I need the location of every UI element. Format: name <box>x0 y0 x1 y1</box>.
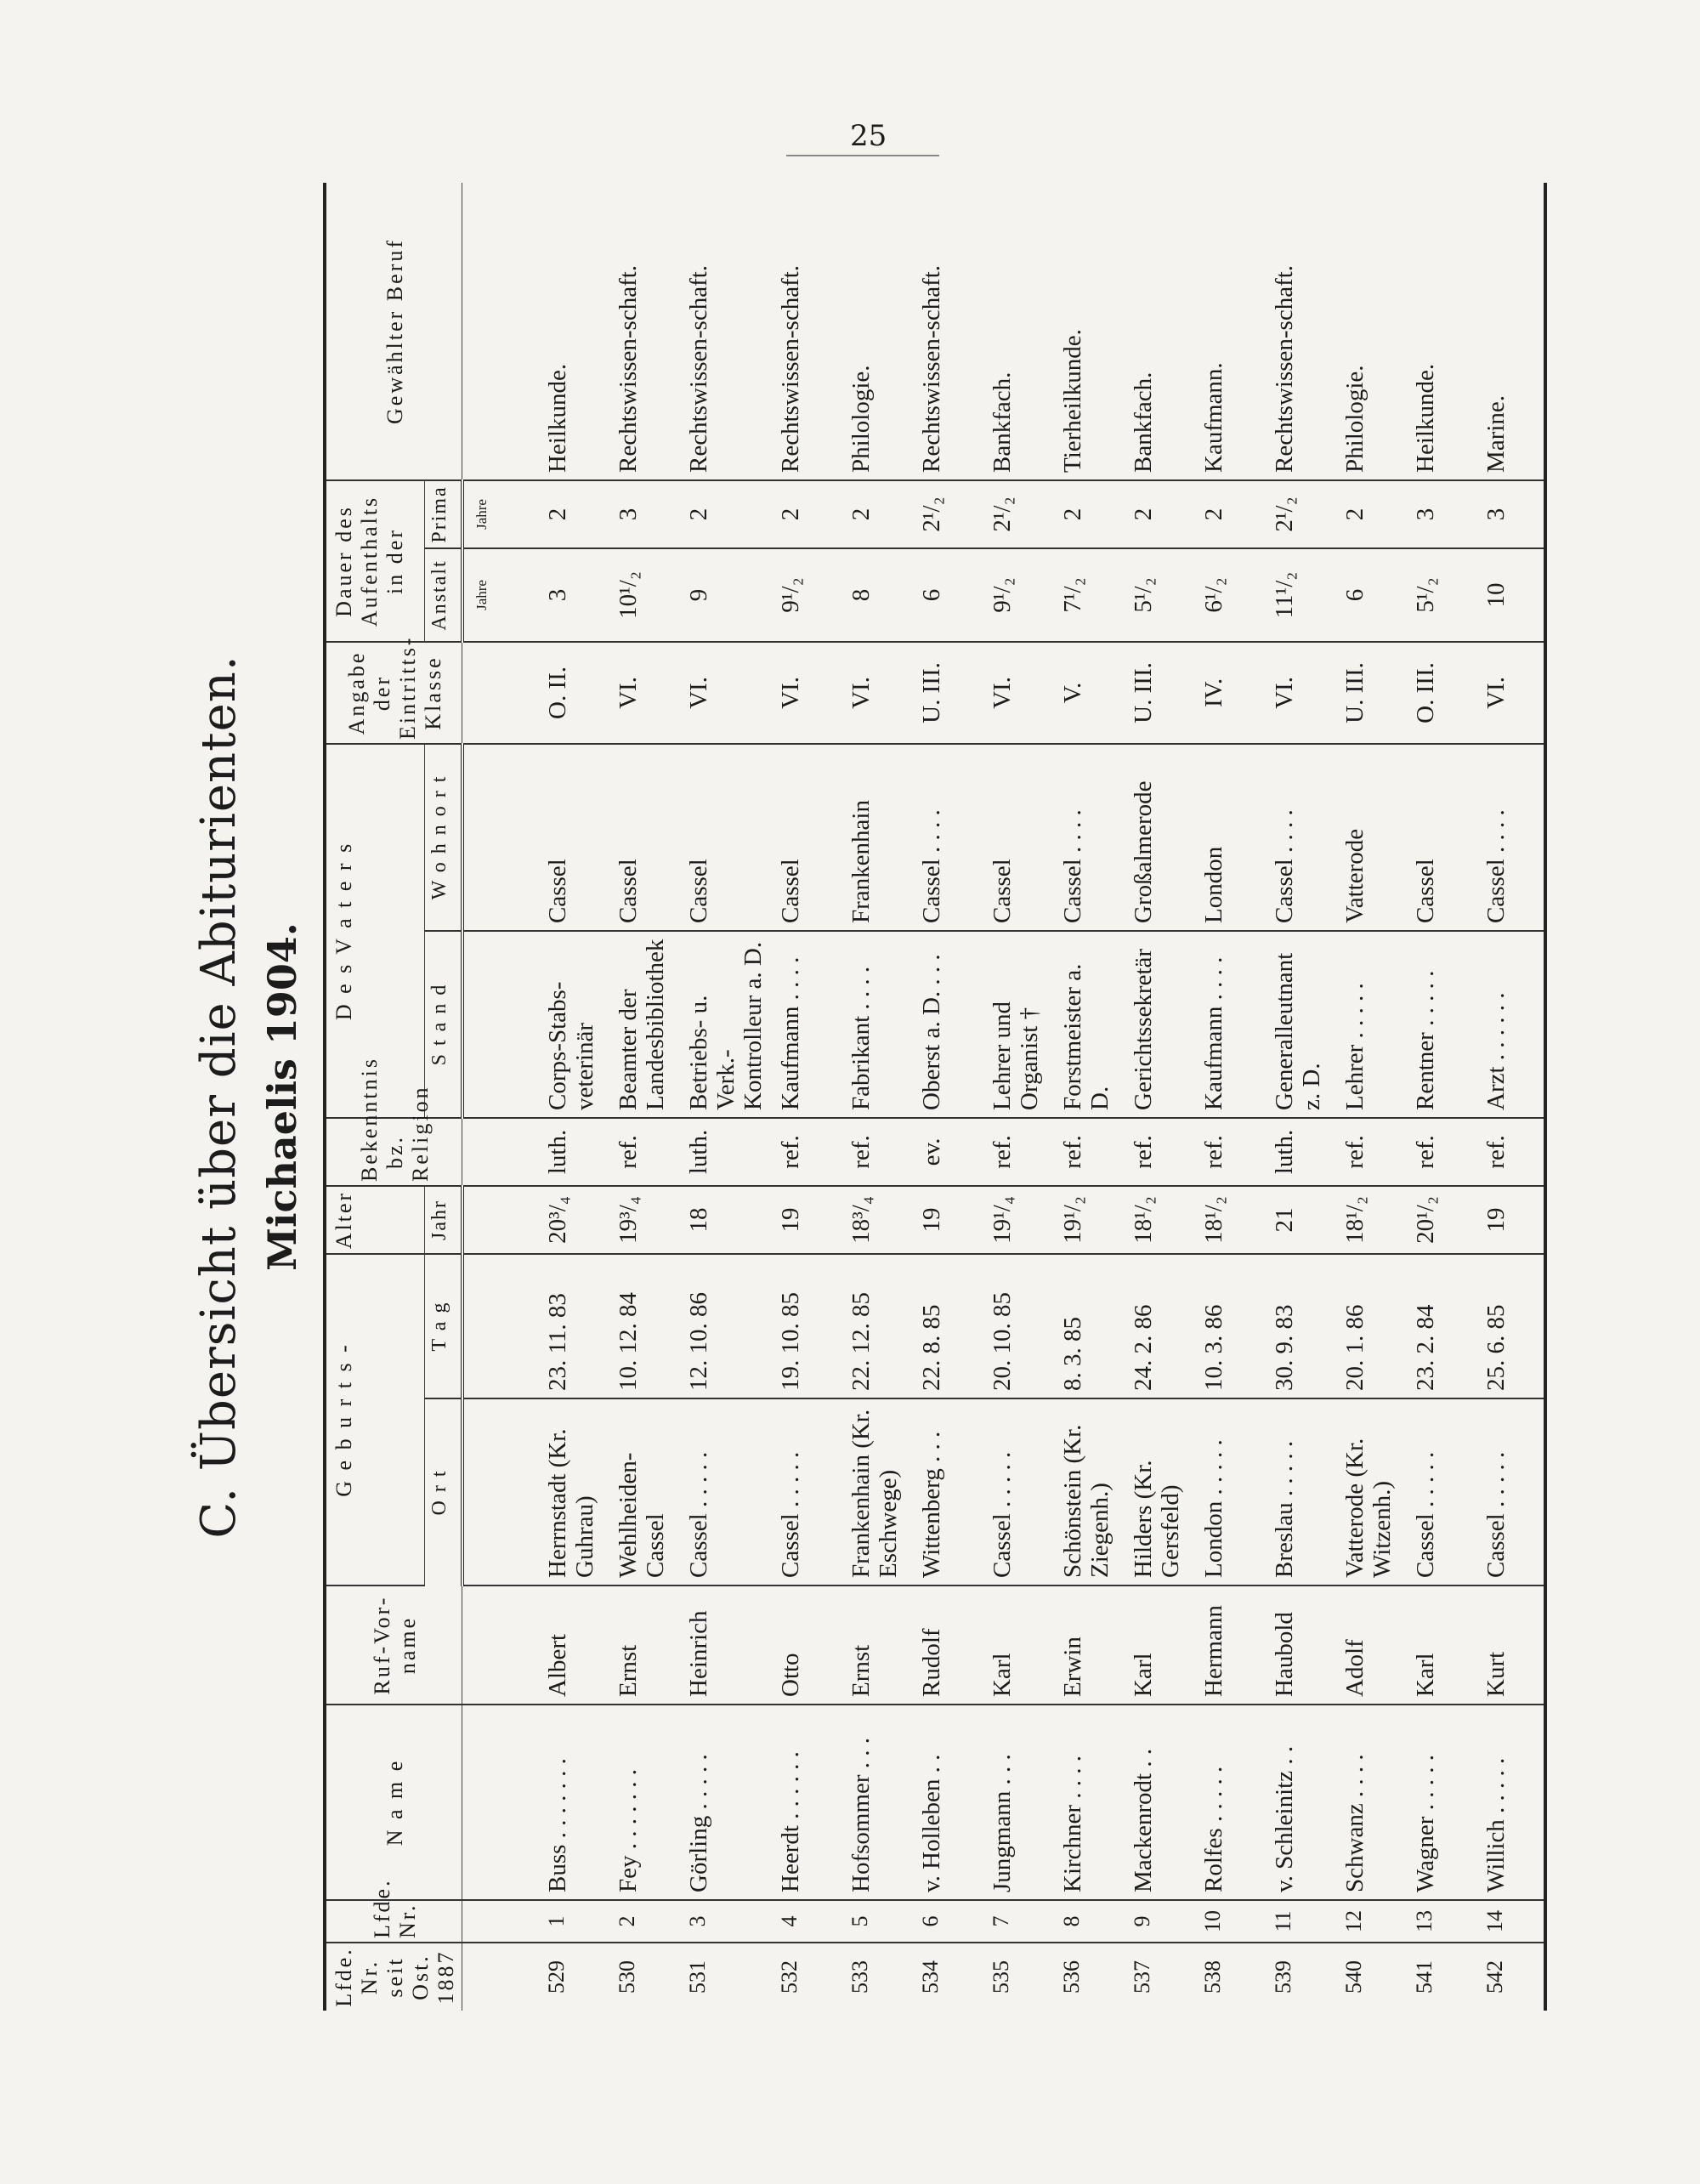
cell-father: Arzt . . . . . . <box>1473 931 1545 1118</box>
cell-nr: 8 <box>1050 1900 1120 1943</box>
cell-prima: 2 <box>535 480 605 548</box>
cell-entry: V. <box>1050 642 1120 744</box>
cell-residence: Cassel . . . . <box>909 744 979 931</box>
cell-entry: U. III. <box>1120 642 1191 744</box>
cell-father: Corps-Stabs-veterinär <box>535 931 605 1118</box>
table-row <box>979 183 1050 2011</box>
cell-anstalt: 10¹/₂ <box>605 548 676 642</box>
cell-residence: Cassel <box>768 744 838 931</box>
cell-serial: 530 <box>614 1960 639 1994</box>
cell-day: 20. 1. 86 <box>1332 1254 1402 1398</box>
cell-career: Bankfach. <box>1120 183 1191 480</box>
cell-conf: ref. <box>1050 1118 1120 1186</box>
cell-age: 19 <box>768 1186 838 1254</box>
cell-prima: 2 <box>676 480 768 548</box>
cell-name: Kirchner . . . . <box>1050 1705 1120 1900</box>
col-age-group: Alter <box>325 1186 425 1254</box>
cell-nr: 2 <box>605 1900 676 1943</box>
table-title: C. Übersicht über die Abiturienten. <box>191 655 246 1539</box>
cell-nr: 6 <box>909 1900 979 1943</box>
cell-anstalt: 6 <box>909 548 979 642</box>
cell-place: Cassel . . . . . <box>768 1398 838 1586</box>
cell-nr: 10 <box>1191 1900 1261 1943</box>
cell-nr: 4 <box>768 1900 838 1943</box>
cell-nr: 14 <box>1473 1900 1545 1943</box>
cell-day: 24. 2. 86 <box>1120 1254 1191 1398</box>
cell-residence: Cassel <box>1402 744 1473 931</box>
cell-conf: ref. <box>1473 1118 1545 1186</box>
table-row <box>1191 183 1261 2011</box>
cell-anstalt: 10 <box>1473 548 1545 642</box>
table-row <box>676 183 768 2011</box>
cell-conf: luth. <box>676 1118 768 1186</box>
cell-residence: Großalmerode <box>1120 744 1191 931</box>
cell-day: 10. 12. 84 <box>605 1254 676 1398</box>
cell-father: Gerichtssekretär <box>1120 931 1191 1118</box>
table-row <box>462 183 535 2011</box>
cell-serial: 529 <box>543 1960 569 1994</box>
col-prima: Prima <box>425 480 462 548</box>
table-row <box>1332 183 1402 2011</box>
cell-name: v. Holleben . . <box>909 1705 979 1900</box>
cell-prima: 3 <box>605 480 676 548</box>
cell-entry: O. II. <box>535 642 605 744</box>
cell-father: Lehrer . . . . . <box>1332 931 1402 1118</box>
cell-residence: Frankenhain <box>838 744 909 931</box>
cell-father: Lehrer und Organist † <box>979 931 1050 1118</box>
cell-conf: ref. <box>1191 1118 1261 1186</box>
table-row <box>909 183 979 2011</box>
cell-name: v. Schleinitz . . <box>1261 1705 1332 1900</box>
cell-entry: VI. <box>676 642 768 744</box>
col-residence: W o h n o r t <box>425 744 462 931</box>
cell-career: Marine. <box>1473 183 1545 480</box>
cell-father: Forstmeister a. D. <box>1050 931 1120 1118</box>
cell-given: Karl <box>1120 1586 1191 1705</box>
cell-age: 19³/₄ <box>605 1186 676 1254</box>
cell-conf: ref. <box>1332 1118 1402 1186</box>
cell-nr: 3 <box>676 1900 768 1943</box>
cell-nr: 13 <box>1402 1900 1473 1943</box>
col-serial: Lfde. Nr. seit Ost. 1887 <box>325 1943 462 2011</box>
cell-age: 18³/₄ <box>838 1186 909 1254</box>
cell-place: Vatterode (Kr. Witzenh.) <box>1332 1398 1402 1586</box>
table-row <box>605 183 676 2011</box>
table-row <box>1050 183 1120 2011</box>
cell-day: 8. 3. 85 <box>1050 1254 1120 1398</box>
cell-day: 20. 10. 85 <box>979 1254 1050 1398</box>
cell-place: Cassel . . . . . <box>1473 1398 1545 1586</box>
cell-serial: 534 <box>917 1960 943 1994</box>
cell-nr: 5 <box>838 1900 909 1943</box>
cell-anstalt: 11¹/₂ <box>1261 548 1332 642</box>
cell-career: Rechtswissen-schaft. <box>909 183 979 480</box>
cell-career: Rechtswissen-schaft. <box>676 183 768 480</box>
cell-prima: 2 <box>1191 480 1261 548</box>
table-row <box>768 183 838 2011</box>
cell-age: 19 <box>909 1186 979 1254</box>
cell-name: Heerdt . . . . . . <box>768 1705 838 1900</box>
cell-place: Hilders (Kr. Gersfeld) <box>1120 1398 1191 1586</box>
cell-day: 25. 6. 85 <box>1473 1254 1545 1398</box>
cell-prima: 2 <box>768 480 838 548</box>
cell-conf: ref. <box>605 1118 676 1186</box>
cell-place: Breslau . . . . . <box>1261 1398 1332 1586</box>
cell-residence: Cassel <box>605 744 676 931</box>
cell-residence: Cassel <box>979 744 1050 931</box>
cell-age: 20³/₄ <box>535 1186 605 1254</box>
cell-serial: 542 <box>1482 1960 1507 1994</box>
cell-day: 19. 10. 85 <box>768 1254 838 1398</box>
cell-conf: ev. <box>909 1118 979 1186</box>
cell-day: 22. 12. 85 <box>838 1254 909 1398</box>
cell-career: Tierheilkunde. <box>1050 183 1120 480</box>
cell-nr: 12 <box>1332 1900 1402 1943</box>
cell-entry: U. III. <box>909 642 979 744</box>
cell-residence: Cassel . . . . <box>1473 744 1545 931</box>
cell-entry: O. III. <box>1402 642 1473 744</box>
cell-father: Kaufmann . . . . <box>768 931 838 1118</box>
cell-day: 22. 8. 85 <box>909 1254 979 1398</box>
cell-conf: ref. <box>1120 1118 1191 1186</box>
cell-anstalt: 5¹/₂ <box>1402 548 1473 642</box>
cell-conf: ref. <box>768 1118 838 1186</box>
cell-age: 18¹/₂ <box>1120 1186 1191 1254</box>
table-row <box>1473 183 1545 2011</box>
page-number: 25 <box>850 119 887 153</box>
table-row <box>535 183 605 2011</box>
cell-prima: 2¹/₂ <box>979 480 1050 548</box>
cell-anstalt: 8 <box>838 548 909 642</box>
cell-nr: 7 <box>979 1900 1050 1943</box>
cell-name: Fey . . . . . . . <box>605 1705 676 1900</box>
table-body <box>462 183 1545 2011</box>
col-name: N a m e <box>325 1705 462 1900</box>
cell-serial: 535 <box>988 1960 1013 1994</box>
cell-conf: ref. <box>1402 1118 1473 1186</box>
cell-given: Haubold <box>1261 1586 1332 1705</box>
cell-age: 18¹/₂ <box>1191 1186 1261 1254</box>
cell-career: Kaufmann. <box>1191 183 1261 480</box>
cell-entry: IV. <box>1191 642 1261 744</box>
cell-father: Oberst a. D. . . . <box>909 931 979 1118</box>
col-given-name: Ruf-Vor-name <box>325 1586 462 1705</box>
cell-age: 20¹/₂ <box>1402 1186 1473 1254</box>
cell-career: Rechtswissen-schaft. <box>1261 183 1332 480</box>
cell-given: Ernst <box>605 1586 676 1705</box>
cell-day: 23. 2. 84 <box>1402 1254 1473 1398</box>
cell-prima: 2¹/₂ <box>1261 480 1332 548</box>
cell-conf: ref. <box>838 1118 909 1186</box>
col-place: O r t <box>425 1398 462 1586</box>
cell-place: London . . . . . <box>1191 1398 1261 1586</box>
cell-place: Cassel . . . . . <box>676 1398 768 1586</box>
cell-prima: 2¹/₂ <box>909 480 979 548</box>
cell-career: Heilkunde. <box>1402 183 1473 480</box>
cell-day: 23. 11. 83 <box>535 1254 605 1398</box>
cell-place: Cassel . . . . . <box>1402 1398 1473 1586</box>
cell-career: Bankfach. <box>979 183 1050 480</box>
cell-given: Karl <box>1402 1586 1473 1705</box>
cell-name: Rolfes . . . . . <box>1191 1705 1261 1900</box>
cell-given: Heinrich <box>676 1586 768 1705</box>
cell-prima: 3 <box>1473 480 1545 548</box>
cell-day: 30. 9. 83 <box>1261 1254 1332 1398</box>
cell-entry: VI. <box>1261 642 1332 744</box>
cell-serial: 531 <box>684 1960 710 1994</box>
cell-anstalt: 9¹/₂ <box>768 548 838 642</box>
cell-father: Beamter der Landesbibliothek <box>605 931 676 1118</box>
col-duration-group: Dauer des Aufenthalts in der <box>325 480 425 642</box>
cell-entry: VI. <box>605 642 676 744</box>
cell-name: Jungmann . . . <box>979 1705 1050 1900</box>
cell-given: Erwin <box>1050 1586 1120 1705</box>
cell-residence: Cassel . . . . <box>1261 744 1332 931</box>
cell-entry: VI. <box>1473 642 1545 744</box>
col-confession: Bekenntnis bz. Religion <box>325 1118 462 1186</box>
col-entry-class: Angabe der Eintritts-Klasse <box>325 642 462 744</box>
cell-anstalt: 6¹/₂ <box>1191 548 1261 642</box>
cell-prima: 3 <box>1402 480 1473 548</box>
table-row <box>1261 183 1332 2011</box>
cell-anstalt: 7¹/₂ <box>1050 548 1120 642</box>
cell-age: 18 <box>676 1186 768 1254</box>
graduates-table <box>323 183 1547 2011</box>
cell-father: Betriebs- u. Verk.-Kontrolleur a. D. <box>676 931 768 1118</box>
cell-name: Schwanz . . . . <box>1332 1705 1402 1900</box>
cell-place: Herrnstadt (Kr. Guhrau) <box>535 1398 605 1586</box>
cell-entry: VI. <box>979 642 1050 744</box>
cell-residence: Vatterode <box>1332 744 1402 931</box>
cell-age: 18¹/₂ <box>1332 1186 1402 1254</box>
cell-prima: 2 <box>838 480 909 548</box>
cell-given: Adolf <box>1332 1586 1402 1705</box>
cell-place: Wehlheiden-Cassel <box>605 1398 676 1586</box>
cell-father: Rentner . . . . . <box>1402 931 1473 1118</box>
cell-place: Frankenhain (Kr. Eschwege) <box>838 1398 909 1586</box>
rotated-table-panel <box>170 149 1530 2045</box>
cell-place: Cassel . . . . . <box>979 1398 1050 1586</box>
table-row <box>838 183 909 2011</box>
cell-name: Mackenrodt . . <box>1120 1705 1191 1900</box>
cell-anstalt: 3 <box>535 548 605 642</box>
cell-nr: 11 <box>1261 1900 1332 1943</box>
cell-residence: Cassel <box>676 744 768 931</box>
col-birth-group: G e b u r t s - <box>325 1254 425 1586</box>
cell-day: 10. 3. 86 <box>1191 1254 1261 1398</box>
cell-serial: 540 <box>1340 1960 1366 1994</box>
cell-anstalt: 9 <box>676 548 768 642</box>
cell-anstalt: 9¹/₂ <box>979 548 1050 642</box>
cell-entry: VI. <box>768 642 838 744</box>
col-age-unit: Jahr <box>425 1186 462 1254</box>
cell-conf: luth. <box>535 1118 605 1186</box>
cell-anstalt: 6 <box>1332 548 1402 642</box>
cell-age: 19¹/₂ <box>1050 1186 1120 1254</box>
col-career: Gewählter Beruf <box>325 183 462 480</box>
table-row <box>1120 183 1191 2011</box>
cell-serial: 539 <box>1270 1960 1295 1994</box>
cell-given: Karl <box>979 1586 1050 1705</box>
col-nr: Lfde. Nr. <box>325 1900 462 1943</box>
table-row <box>1402 183 1473 2011</box>
cell-serial: 533 <box>847 1960 872 1994</box>
cell-serial: 538 <box>1199 1960 1225 1994</box>
cell-given: Ernst <box>838 1586 909 1705</box>
cell-age: 19¹/₄ <box>979 1186 1050 1254</box>
cell-career: Rechtswissen-schaft. <box>605 183 676 480</box>
cell-age: 19 <box>1473 1186 1545 1254</box>
cell-name: Willich . . . . . <box>1473 1705 1545 1900</box>
col-institution: Anstalt <box>425 548 462 642</box>
cell-day: 12. 10. 86 <box>676 1254 768 1398</box>
cell-serial: 532 <box>776 1960 802 1994</box>
cell-serial: 537 <box>1129 1960 1154 1994</box>
col-father-group: D e s V a t e r s <box>325 744 425 1118</box>
cell-serial: 541 <box>1411 1960 1436 1994</box>
cell-career: Heilkunde. <box>535 183 605 480</box>
cell-prima: 2 <box>1332 480 1402 548</box>
table-subtitle: Michaelis 1904. <box>259 922 305 1271</box>
cell-entry: U. III. <box>1332 642 1402 744</box>
cell-given: Rudolf <box>909 1586 979 1705</box>
cell-serial: 536 <box>1058 1960 1084 1994</box>
cell-name: Görling . . . . . <box>676 1705 768 1900</box>
cell-prima: 2 <box>1050 480 1120 548</box>
col-day: T a g <box>425 1254 462 1398</box>
cell-residence: Cassel <box>535 744 605 931</box>
cell-given: Albert <box>535 1586 605 1705</box>
cell-prima: 2 <box>1120 480 1191 548</box>
col-profession: S t a n d <box>425 931 462 1118</box>
cell-nr: 9 <box>1120 1900 1191 1943</box>
cell-name: Hofsommer . . . <box>838 1705 909 1900</box>
cell-given: Otto <box>768 1586 838 1705</box>
cell-given: Hermann <box>1191 1586 1261 1705</box>
cell-career: Philologie. <box>838 183 909 480</box>
cell-place: Wittenberg . . . <box>909 1398 979 1586</box>
cell-father: Fabrikant . . . . <box>838 931 909 1118</box>
cell-nr: 1 <box>535 1900 605 1943</box>
cell-career: Philologie. <box>1332 183 1402 480</box>
cell-career: Rechtswissen-schaft. <box>768 183 838 480</box>
cell-conf: ref. <box>979 1118 1050 1186</box>
years-label-anstalt: Jahre <box>473 580 490 610</box>
cell-father: Kaufmann . . . . <box>1191 931 1261 1118</box>
cell-age: 21 <box>1261 1186 1332 1254</box>
years-label-prima: Jahre <box>473 499 490 530</box>
cell-name: Buss . . . . . . . <box>535 1705 605 1900</box>
cell-place: Schönstein (Kr. Ziegenh.) <box>1050 1398 1120 1586</box>
cell-entry: VI. <box>838 642 909 744</box>
cell-name: Wagner . . . . . <box>1402 1705 1473 1900</box>
cell-residence: London <box>1191 744 1261 931</box>
cell-given: Kurt <box>1473 1586 1545 1705</box>
cell-father: Generalleutnant z. D. <box>1261 931 1332 1118</box>
cell-residence: Cassel . . . . <box>1050 744 1120 931</box>
cell-anstalt: 5¹/₂ <box>1120 548 1191 642</box>
cell-conf: luth. <box>1261 1118 1332 1186</box>
